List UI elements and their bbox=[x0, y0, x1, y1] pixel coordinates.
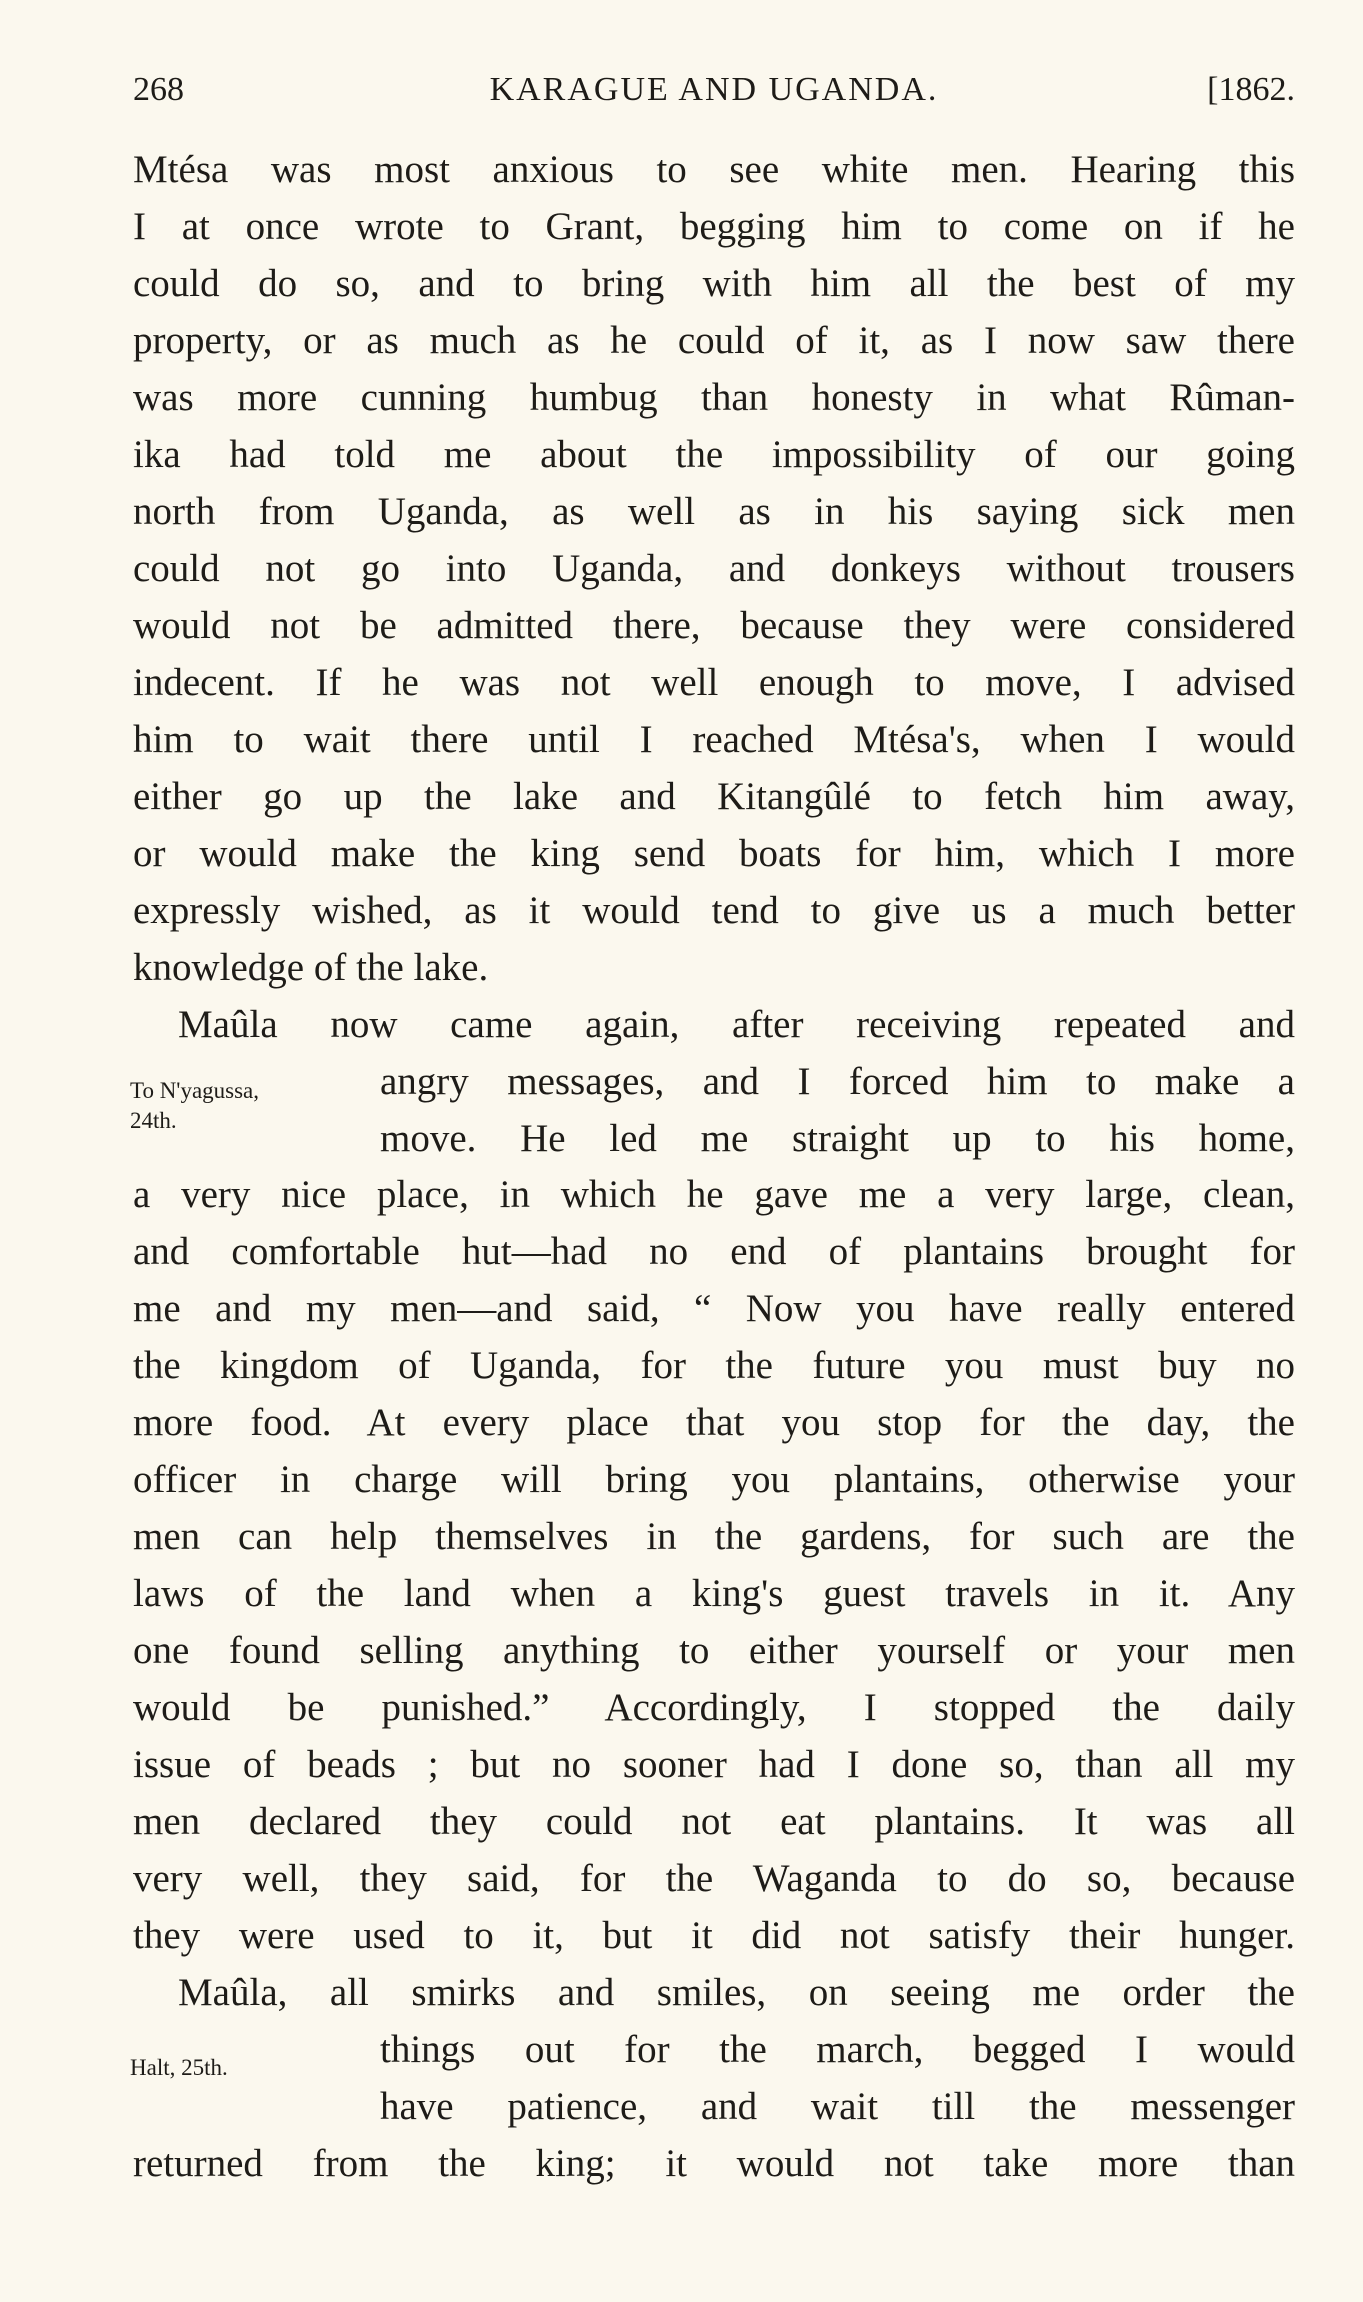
text-line: a very nice place, in which he gave me a very large, clean, bbox=[133, 1173, 1295, 1216]
text-line: the kingdom of Uganda, for the future you must buy no bbox=[133, 1344, 1295, 1387]
margin-note bbox=[130, 1076, 259, 1136]
text-line: have patience, and wait till the messenger bbox=[380, 2085, 1295, 2128]
text-line: men declared they could not eat plantains. It was all bbox=[133, 1800, 1295, 1843]
text-line: returned from the king; it would not take more than bbox=[133, 2142, 1295, 2185]
text-line: knowledge of the lake. bbox=[133, 946, 489, 989]
text-line: one found selling anything to either yourself or your men bbox=[133, 1629, 1295, 1672]
text-line: could not go into Uganda, and donkeys without trousers bbox=[133, 547, 1295, 590]
margin-note-line: To N'yagussa, bbox=[130, 1078, 260, 1103]
text-line: was more cunning humbug than honesty in what Rûman- bbox=[133, 376, 1295, 419]
text-line: very well, they said, for the Waganda to do so, because bbox=[133, 1857, 1295, 1900]
text-line: indecent. If he was not well enough to move, I advised bbox=[133, 661, 1295, 704]
text-line: officer in charge will bring you plantains, otherwise your bbox=[133, 1458, 1295, 1501]
text-line: laws of the land when a king's guest travels in it. Any bbox=[133, 1572, 1295, 1615]
text-line: and comfortable hut—had no end of plantains brought for bbox=[133, 1230, 1295, 1273]
margin-note-line: Halt, 25th. bbox=[130, 2055, 228, 2080]
text-line: property, or as much as he could of it, as I now saw there bbox=[133, 319, 1295, 362]
page-number: 268 bbox=[133, 71, 184, 108]
text-line: they were used to it, but it did not satisfy their hunger. bbox=[133, 1914, 1295, 1957]
text-line: north from Uganda, as well as in his saying sick men bbox=[133, 490, 1295, 533]
margin-note bbox=[130, 2053, 228, 2083]
text-line: I at once wrote to Grant, begging him to come on if he bbox=[133, 205, 1295, 248]
text-line: could do so, and to bring with him all the best of my bbox=[133, 262, 1295, 305]
margin-note-line: 24th. bbox=[130, 1108, 177, 1133]
text-line: issue of beads ; but no sooner had I done so, than all my bbox=[133, 1743, 1295, 1786]
text-line: would not be admitted there, because they were considered bbox=[133, 604, 1295, 647]
text-line: would be punished.” Accordingly, I stopped the daily bbox=[133, 1686, 1295, 1729]
text-line: either go up the lake and Kitangûlé to fetch him away, bbox=[133, 775, 1295, 818]
text-line: move. He led me straight up to his home, bbox=[380, 1117, 1295, 1160]
text-line: things out for the march, begged I would bbox=[380, 2028, 1295, 2071]
text-line: Mtésa was most anxious to see white men. Hearing this bbox=[133, 148, 1295, 191]
text-line: angry messages, and I forced him to make a bbox=[380, 1060, 1295, 1103]
text-line: expressly wished, as it would tend to give us a much better bbox=[133, 889, 1295, 932]
header-year: [1862. bbox=[1207, 71, 1295, 108]
text-line: ika had told me about the impossibility of our going bbox=[133, 433, 1295, 476]
text-line: me and my men—and said, “ Now you have really entered bbox=[133, 1287, 1295, 1330]
text-line: or would make the king send boats for him, which I more bbox=[133, 832, 1295, 875]
running-title: KARAGUE AND UGANDA. bbox=[489, 71, 939, 108]
running-header bbox=[133, 62, 1295, 118]
text-line: more food. At every place that you stop for the day, the bbox=[133, 1401, 1295, 1444]
text-line: Maûla, all smirks and smiles, on seeing me order the bbox=[178, 1971, 1295, 2014]
text-line: men can help themselves in the gardens, for such are the bbox=[133, 1515, 1295, 1558]
text-line: him to wait there until I reached Mtésa's, when I would bbox=[133, 718, 1295, 761]
text-line: Maûla now came again, after receiving repeated and bbox=[178, 1003, 1295, 1046]
